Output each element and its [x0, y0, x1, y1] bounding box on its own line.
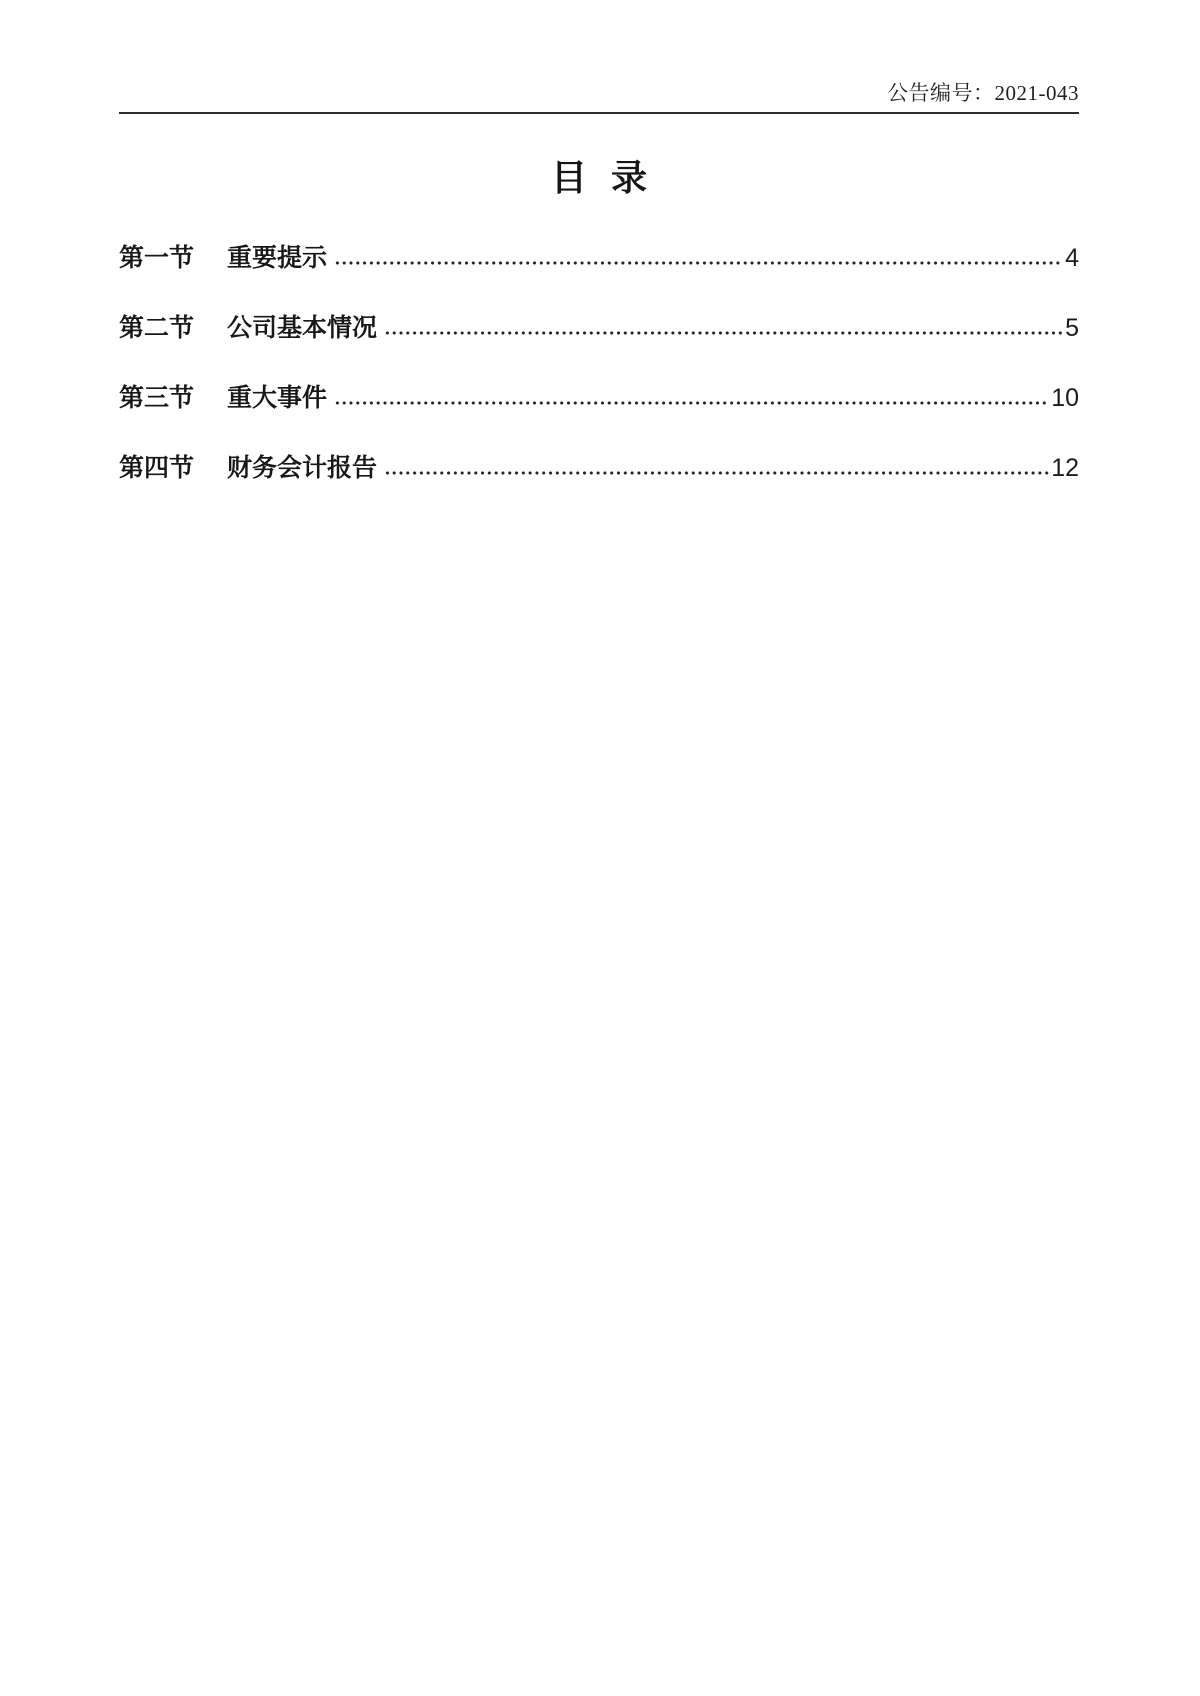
toc-entry-title: 重大事件 — [227, 384, 328, 412]
toc-entry — [119, 245, 1079, 272]
toc-page-number: 5 — [1065, 314, 1079, 342]
toc-section-label: 第一节 — [119, 244, 195, 272]
toc-entry — [119, 385, 1079, 412]
toc-section-label: 第二节 — [119, 314, 195, 342]
toc-dot-leader — [384, 469, 1049, 476]
toc-entry-title: 重要提示 — [227, 244, 328, 272]
table-of-contents — [119, 245, 1079, 482]
announcement-number: 公告编号：2021-043 — [887, 81, 1079, 105]
toc-page-number: 12 — [1051, 454, 1079, 482]
toc-section-label: 第四节 — [119, 454, 195, 482]
page-title: 目 录 — [550, 157, 647, 198]
toc-entry-title: 公司基本情况 — [227, 314, 378, 342]
toc-dot-leader — [334, 259, 1063, 266]
toc-entry-title: 财务会计报告 — [227, 454, 378, 482]
toc-section-label: 第三节 — [119, 384, 195, 412]
toc-dot-leader — [384, 329, 1063, 336]
header-divider — [119, 112, 1079, 114]
toc-page-number: 4 — [1065, 244, 1079, 272]
toc-entry — [119, 455, 1079, 482]
toc-page-number: 10 — [1051, 384, 1079, 412]
toc-dot-leader — [334, 399, 1049, 406]
toc-entry — [119, 315, 1079, 342]
